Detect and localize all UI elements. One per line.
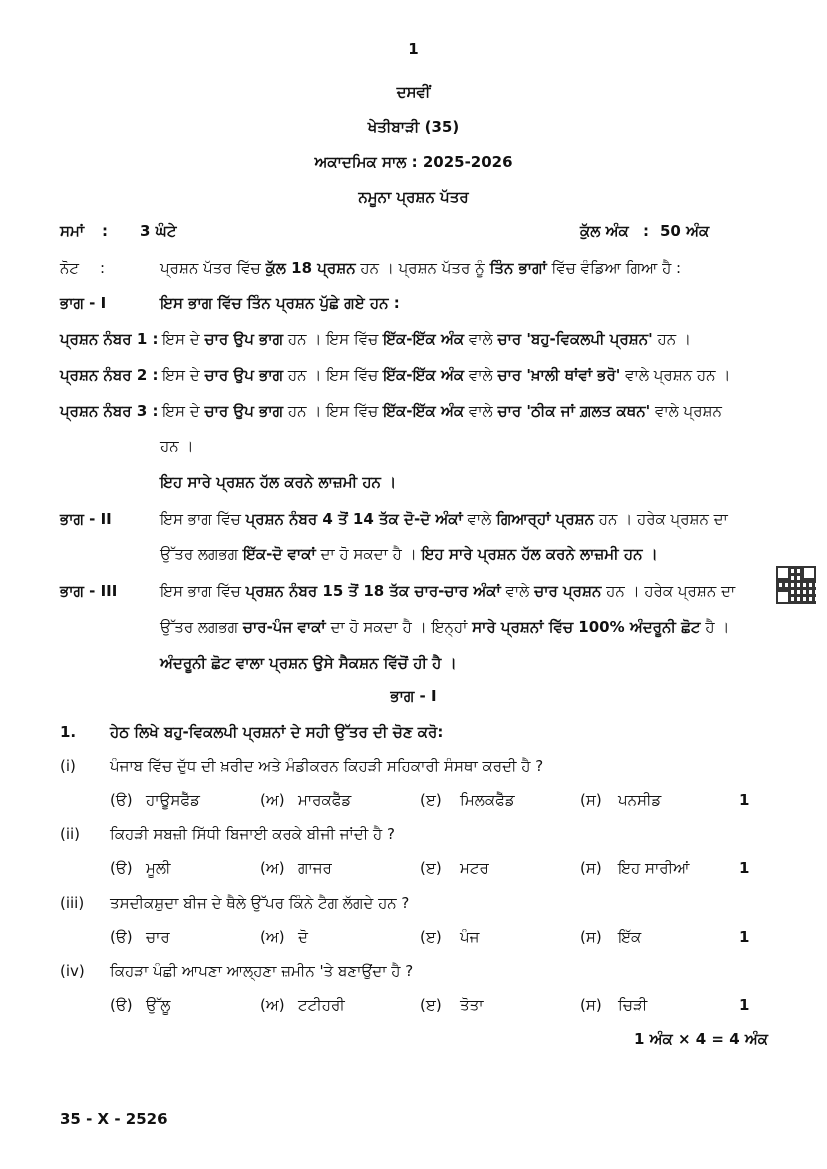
q1-info-label: ਪ੍ਰਸ਼ਨ ਨੰਬਰ 1 : — [60, 330, 159, 348]
q3-info-text-cont: ਹਨ । — [160, 437, 194, 455]
question-text: ਹੇਠ ਲਿਖੇ ਬਹੁ-ਵਿਕਲਪੀ ਪ੍ਰਸ਼ਨਾਂ ਦੇ ਸਹੀ ਉੱਤਰ ਦੀ ਚੋਣ ਕਰੋ: — [110, 723, 444, 741]
question-number: 1. — [60, 723, 77, 741]
item-number: (i) — [60, 757, 76, 775]
compulsory-note: ਇਹ ਸਾਰੇ ਪ੍ਰਸ਼ਨ ਹੱਲ ਕਰਨੇ ਲਾਜ਼ਮੀ ਹਨ । — [160, 473, 397, 491]
option-text: ਮਟਰ — [460, 859, 489, 877]
option-text: ਤੋਤਾ — [460, 996, 484, 1014]
option-key: (ੲ) — [420, 791, 442, 809]
part2-text-line1: ਇਸ ਭਾਗ ਵਿੱਚ ਪ੍ਰਸ਼ਨ ਨੰਬਰ 4 ਤੋਂ 14 ਤੱਕ ਦੋ-ਦੋ ਅੰਕਾਂ ਵਾਲੇ ਗਿਆਰ੍ਹਾਂ ਪ੍ਰਸ਼ਨ ਹਨ । ਹਰੇਕ ਪ੍ਰਸ਼ਨ ਦਾ — [160, 510, 728, 528]
q3-info-text: ਇਸ ਦੇ ਚਾਰ ਉਪ ਭਾਗ ਹਨ । ਇਸ ਵਿੱਚ ਇੱਕ-ਇੱਕ ਅੰਕ ਵਾਲੇ ਚਾਰ 'ਠੀਕ ਜਾਂ ਗ਼ਲਤ ਕਥਨ' ਵਾਲੇ ਪ੍ਰਸ਼ਨ — [162, 402, 722, 420]
item-marks: 1 — [739, 791, 750, 809]
option-text: ਮੂਲੀ — [146, 859, 171, 877]
part3-text-line2: ਉੱਤਰ ਲਗਭਗ ਚਾਰ-ਪੰਜ ਵਾਕਾਂ ਦਾ ਹੋ ਸਕਦਾ ਹੈ । ਇਨ੍ਹਾਂ ਸਾਰੇ ਪ੍ਰਸ਼ਨਾਂ ਵਿੱਚ 100% ਅੰਦਰੂਨੀ ਛੋਟ ਹੈ । — [160, 618, 730, 636]
time-sep: : — [102, 222, 108, 240]
session-title: ਅਕਾਦਮਿਕ ਸਾਲ : 2025-2026 — [314, 153, 513, 171]
part3-text-line3: ਅੰਦਰੂਨੀ ਛੋਟ ਵਾਲਾ ਪ੍ਰਸ਼ਨ ਉਸੇ ਸੈਕਸ਼ਨ ਵਿੱਚੋਂ ਹੀ ਹੈ । — [160, 654, 457, 672]
item-marks: 1 — [739, 996, 750, 1014]
total-marks-label: ਕੁੱਲ ਅੰਕ — [580, 222, 629, 240]
page-number: 1 — [408, 40, 419, 58]
subject-title: ਖੇਤੀਬਾੜੀ (35) — [367, 118, 460, 136]
option-text: ਇੱਕ — [618, 928, 642, 946]
option-key: (ਅ) — [260, 859, 285, 877]
option-text: ਚਾਰ — [146, 928, 170, 946]
q2-info-text: ਇਸ ਦੇ ਚਾਰ ਉਪ ਭਾਗ ਹਨ । ਇਸ ਵਿੱਚ ਇੱਕ-ਇੱਕ ਅੰਕ ਵਾਲੇ ਚਾਰ 'ਖ਼ਾਲੀ ਥਾਂਵਾਂ ਭਰੋ' ਵਾਲੇ ਪ੍ਰਸ਼ਨ ਹਨ । — [162, 366, 731, 384]
item-question-text: ਕਿਹੜਾ ਪੰਛੀ ਆਪਣਾ ਆਲ੍ਹਣਾ ਜ਼ਮੀਨ 'ਤੇ ਬਣਾਉਂਦਾ ਹੈ ? — [110, 962, 414, 980]
option-key: (ੳ) — [110, 996, 133, 1014]
item-number: (ii) — [60, 825, 81, 843]
item-question-text: ਪੰਜਾਬ ਵਿੱਚ ਦੁੱਧ ਦੀ ਖ਼ਰੀਦ ਅਤੇ ਮੰਡੀਕਰਨ ਕਿਹੜੀ ਸਹਿਕਾਰੀ ਸੰਸਥਾ ਕਰਦੀ ਹੈ ? — [110, 757, 544, 775]
option-key: (ੲ) — [420, 996, 442, 1014]
part3-label: ਭਾਗ - III — [60, 582, 118, 600]
option-key: (ਸ) — [580, 996, 602, 1014]
question-total-marks: 1 ਅੰਕ × 4 = 4 ਅੰਕ — [633, 1030, 768, 1048]
option-text: ਉੱਲੂ — [146, 996, 171, 1014]
time-value: 3 ਘੰਟੇ — [140, 222, 177, 240]
item-number: (iii) — [60, 894, 85, 912]
option-text: ਦੋ — [298, 928, 308, 946]
time-label: ਸਮਾਂ — [60, 222, 85, 240]
option-key: (ਸ) — [580, 928, 602, 946]
option-text: ਟਟੀਹਰੀ — [298, 996, 345, 1014]
option-text: ਹਾਊਸਫੈੱਡ — [146, 791, 200, 809]
note-sep: : — [100, 259, 106, 277]
option-text: ਮਾਰਕਫੈੱਡ — [298, 791, 352, 809]
option-key: (ੳ) — [110, 791, 133, 809]
option-key: (ੲ) — [420, 928, 442, 946]
part2-text-line2: ਉੱਤਰ ਲਗਭਗ ਇੱਕ-ਦੋ ਵਾਕਾਂ ਦਾ ਹੋ ਸਕਦਾ ਹੈ । ਇਹ ਸਾਰੇ ਪ੍ਰਸ਼ਨ ਹੱਲ ਕਰਨੇ ਲਾਜ਼ਮੀ ਹਨ । — [160, 545, 658, 563]
q3-info-label: ਪ੍ਰਸ਼ਨ ਨੰਬਰ 3 : — [60, 402, 159, 420]
option-key: (ੳ) — [110, 859, 133, 877]
class-title: ਦਸਵੀਂ — [396, 83, 431, 101]
part2-label: ਭਾਗ - II — [60, 510, 112, 528]
note-text: ਪ੍ਰਸ਼ਨ ਪੱਤਰ ਵਿੱਚ ਕੁੱਲ 18 ਪ੍ਰਸ਼ਨ ਹਨ । ਪ੍ਰਸ਼ਨ ਪੱਤਰ ਨੂੰ ਤਿੰਨ ਭਾਗਾਂ ਵਿੱਚ ਵੰਡਿਆ ਗਿਆ ਹੈ : — [160, 259, 682, 277]
paper-type-title: ਨਮੂਨਾ ਪ੍ਰਸ਼ਨ ਪੱਤਰ — [358, 188, 469, 206]
item-question-text: ਕਿਹੜੀ ਸਬਜ਼ੀ ਸਿੱਧੀ ਬਿਜਾਈ ਕਰਕੇ ਬੀਜੀ ਜਾਂਦੀ ਹੈ ? — [110, 825, 395, 843]
option-key: (ੲ) — [420, 859, 442, 877]
note-label: ਨੋਟ — [60, 259, 79, 277]
option-text: ਗਾਜਰ — [298, 859, 332, 877]
qr-code-icon — [776, 566, 816, 604]
part3-text-line1: ਇਸ ਭਾਗ ਵਿੱਚ ਪ੍ਰਸ਼ਨ ਨੰਬਰ 15 ਤੋਂ 18 ਤੱਕ ਚਾਰ-ਚਾਰ ਅੰਕਾਂ ਵਾਲੇ ਚਾਰ ਪ੍ਰਸ਼ਨ ਹਨ । ਹਰੇਕ ਪ੍ਰਸ਼ਨ ਦਾ — [160, 582, 736, 600]
section-heading: ਭਾਗ - I — [390, 687, 437, 705]
q1-info-text: ਇਸ ਦੇ ਚਾਰ ਉਪ ਭਾਗ ਹਨ । ਇਸ ਵਿੱਚ ਇੱਕ-ਇੱਕ ਅੰਕ ਵਾਲੇ ਚਾਰ 'ਬਹੁ-ਵਿਕਲਪੀ ਪ੍ਰਸ਼ਨ' ਹਨ । — [162, 330, 691, 348]
item-marks: 1 — [739, 928, 750, 946]
item-marks: 1 — [739, 859, 750, 877]
part1-label: ਭਾਗ - I — [60, 294, 107, 312]
total-marks-value: 50 ਅੰਕ — [660, 222, 710, 240]
paper-code: 35 - X - 2526 — [60, 1110, 168, 1128]
option-text: ਮਿਲਕਫੈੱਡ — [460, 791, 515, 809]
option-key: (ਅ) — [260, 928, 285, 946]
item-number: (iv) — [60, 962, 85, 980]
option-key: (ਸ) — [580, 791, 602, 809]
part1-text: ਇਸ ਭਾਗ ਵਿੱਚ ਤਿੰਨ ਪ੍ਰਸ਼ਨ ਪੁੱਛੇ ਗਏ ਹਨ : — [160, 294, 400, 312]
option-text: ਇਹ ਸਾਰੀਆਂ — [618, 859, 690, 877]
option-key: (ੳ) — [110, 928, 133, 946]
option-text: ਪਨਸੀਡ — [618, 791, 662, 809]
total-marks-sep: : — [643, 222, 649, 240]
option-text: ਪੰਜ — [460, 928, 480, 946]
option-key: (ਸ) — [580, 859, 602, 877]
item-question-text: ਤਸਦੀਕਸ਼ੁਦਾ ਬੀਜ ਦੇ ਥੈਲੇ ਉੱਪਰ ਕਿੰਨੇ ਟੈਗ ਲੱਗਦੇ ਹਨ ? — [110, 894, 410, 912]
option-text: ਚਿੜੀ — [618, 996, 648, 1014]
option-key: (ਅ) — [260, 791, 285, 809]
option-key: (ਅ) — [260, 996, 285, 1014]
q2-info-label: ਪ੍ਰਸ਼ਨ ਨੰਬਰ 2 : — [60, 366, 159, 384]
